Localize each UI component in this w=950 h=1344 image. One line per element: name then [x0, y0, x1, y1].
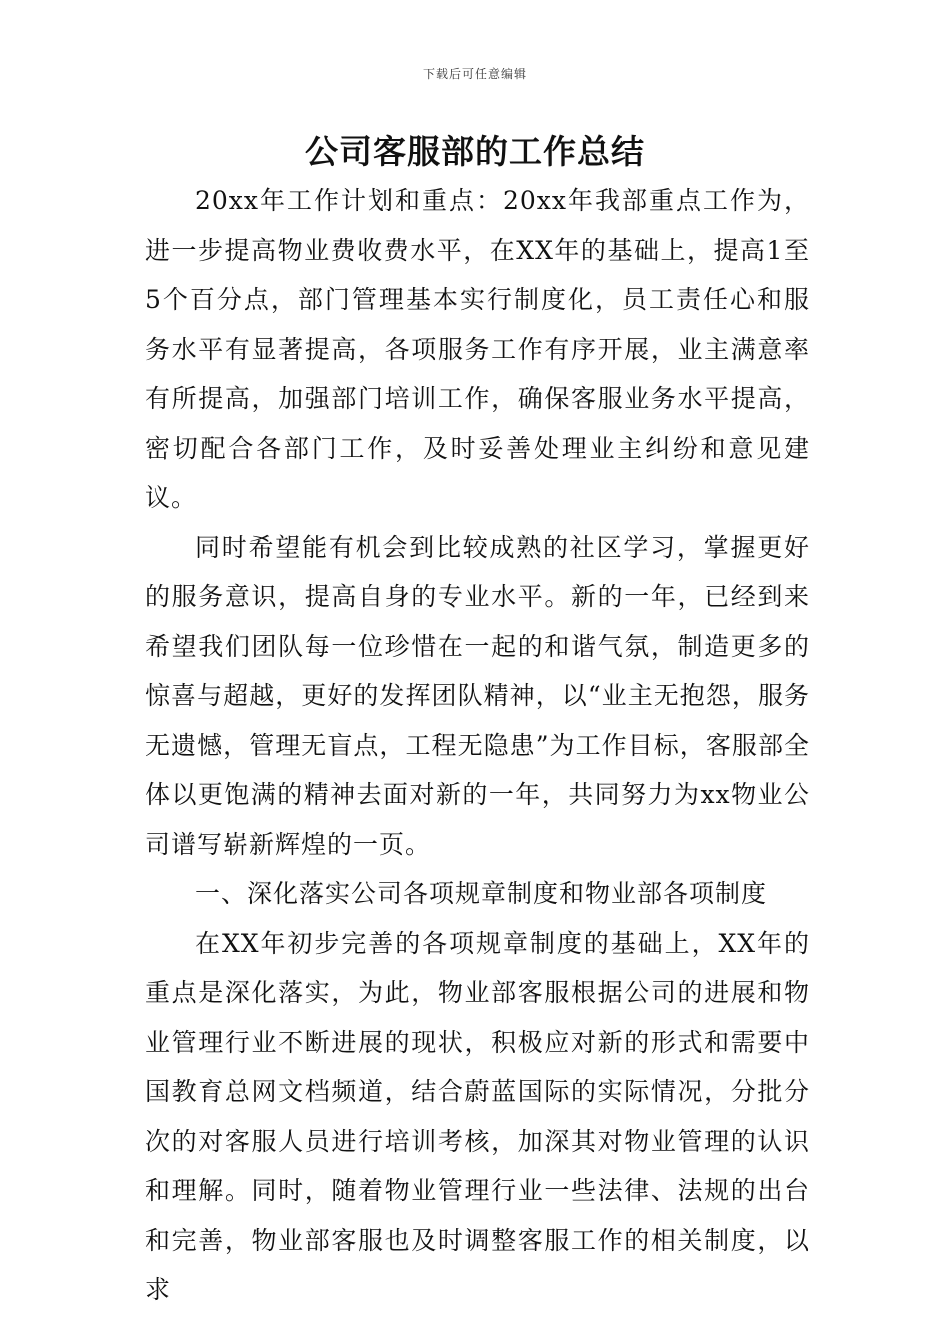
document-title: 公司客服部的工作总结: [305, 132, 645, 171]
paragraph-hope: 同时希望能有机会到比较成熟的社区学习，掌握更好的服务意识，提高自身的专业水平。新的一年，已经到来希望我们团队每一位珍惜在一起的和谐气氛，制造更多的惊喜与超越，更好的发挥团队精神，以“业主无抱怨，服务无遗憾，管理无盲点，工程无隐患”为工作目标，客服部全体以更饱满的精神去面对新的一年，共同努力为xx物业公司谱写崭新辉煌的一页。: [145, 532, 810, 859]
paragraph-section-1: 在XX年初步完善的各项规章制度的基础上，XX年的重点是深化落实，为此，物业部客服根据公司的进展和物业管理行业不断进展的现状，积极应对新的形式和需要中国教育总网文档频道，结合蔚蓝国际的实际情况，分批分次的对客服人员进行培训考核，加深其对物业管理的认识和理解。同时，随着物业管理行业一些法律、法规的出台和完善，物业部客服也及时调整客服工作的相关制度，以求: [145, 928, 810, 1304]
section-heading-1: 一、深化落实公司各项规章制度和物业部各项制度: [195, 879, 768, 908]
document-body: [145, 176, 810, 1315]
paragraph-plan: 20xx年工作计划和重点：20xx年我部重点工作为，进一步提高物业费收费水平，在XX年的基础上，提高1至5个百分点，部门管理基本实行制度化，员工责任心和服务水平有显著提高，各项服务工作有序开展，业主满意率有所提高，加强部门培训工作，确保客服业务水平提高，密切配合各部门工作，及时妥善处理业主纠纷和意见建议。: [145, 186, 810, 512]
header-note: 下载后可任意编辑: [422, 67, 527, 81]
